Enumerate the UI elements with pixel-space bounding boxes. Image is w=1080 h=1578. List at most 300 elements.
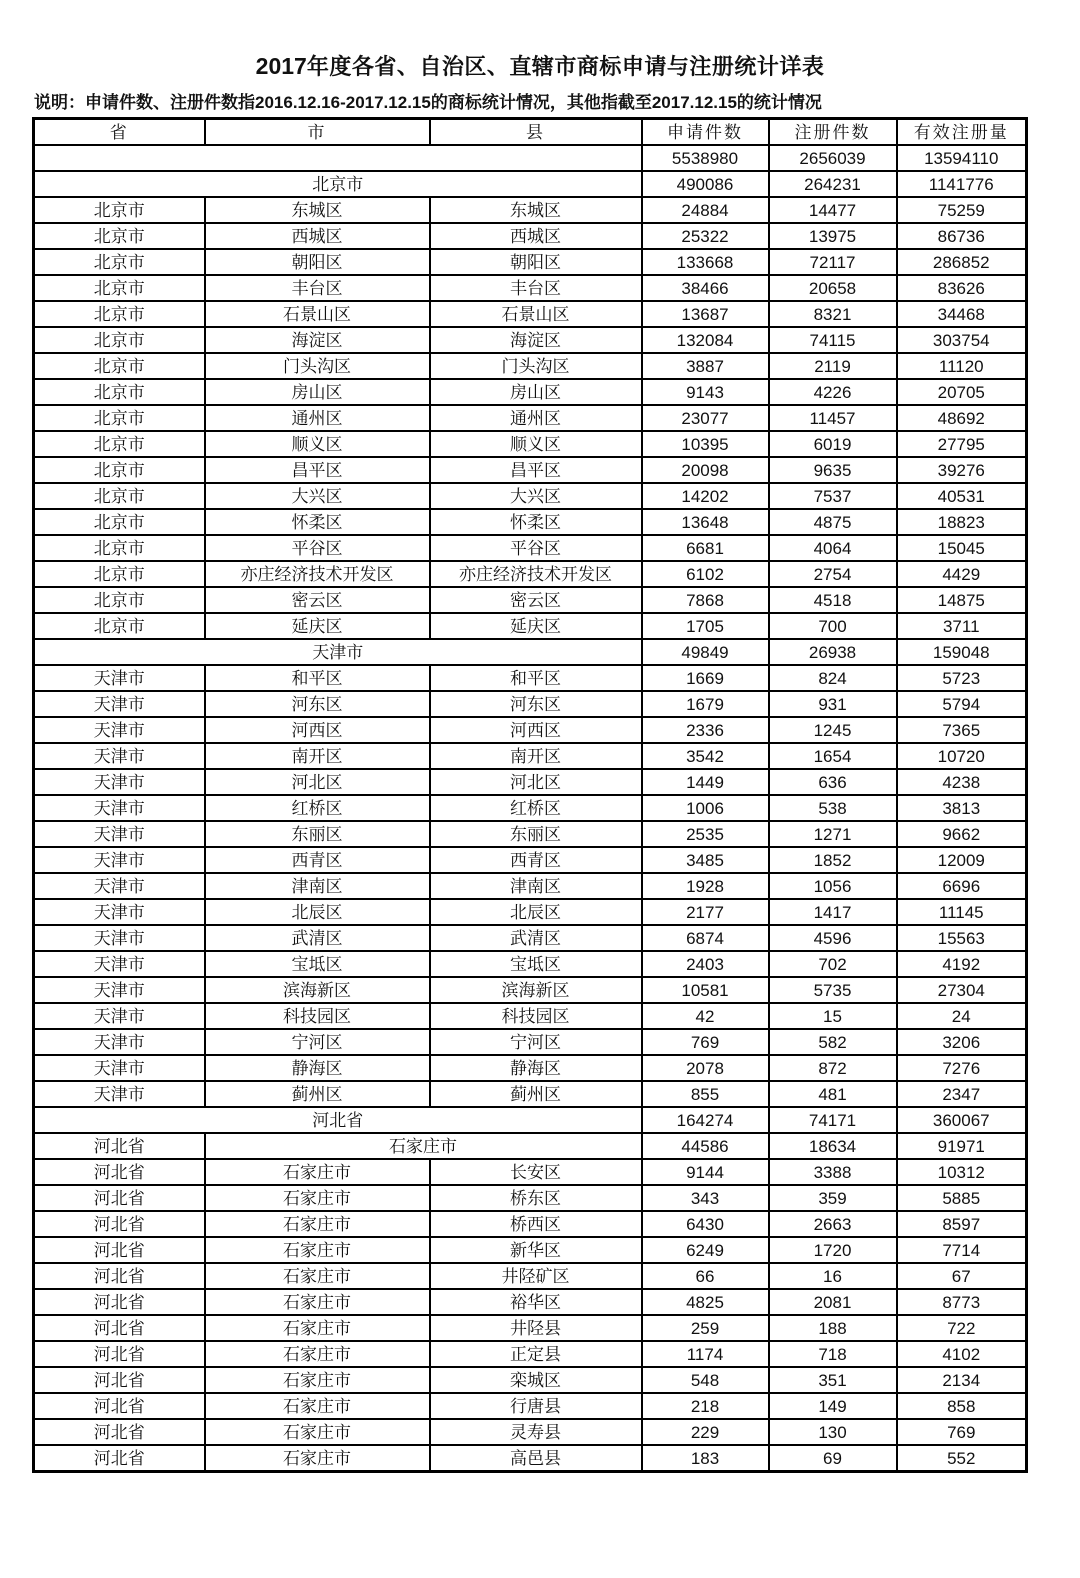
cell-registrations: 13975 — [769, 223, 897, 249]
cell-county: 顺义区 — [430, 431, 642, 457]
cell-province: 天津市 — [34, 1055, 205, 1081]
cell-registrations: 824 — [769, 665, 897, 691]
table-row-detail — [34, 301, 1027, 327]
cell-valid-registrations: 7365 — [897, 717, 1027, 743]
cell-city: 红桥区 — [205, 795, 430, 821]
table-row-detail — [34, 1081, 1027, 1107]
cell-registrations: 8321 — [769, 301, 897, 327]
cell-valid-registrations: 11120 — [897, 353, 1027, 379]
cell-applications: 24884 — [642, 197, 769, 223]
cell-applications: 1449 — [642, 769, 769, 795]
cell-valid-registrations: 2347 — [897, 1081, 1027, 1107]
cell-valid-registrations: 34468 — [897, 301, 1027, 327]
table-row-detail — [34, 717, 1027, 743]
cell-county: 蓟州区 — [430, 1081, 642, 1107]
cell-valid-registrations: 39276 — [897, 457, 1027, 483]
cell-registrations: 1056 — [769, 873, 897, 899]
cell-county: 和平区 — [430, 665, 642, 691]
cell-applications: 9144 — [642, 1159, 769, 1185]
cell-valid-registrations: 10312 — [897, 1159, 1027, 1185]
table-row-detail — [34, 1211, 1027, 1237]
cell-valid-registrations: 7714 — [897, 1237, 1027, 1263]
cell-province: 天津市 — [34, 925, 205, 951]
cell-county: 裕华区 — [430, 1289, 642, 1315]
cell-applications: 1679 — [642, 691, 769, 717]
cell-valid-registrations: 2134 — [897, 1367, 1027, 1393]
cell-county: 石景山区 — [430, 301, 642, 327]
cell-city: 房山区 — [205, 379, 430, 405]
cell-city: 平谷区 — [205, 535, 430, 561]
table-body — [34, 145, 1027, 1472]
cell-applications: 2177 — [642, 899, 769, 925]
table-row-detail — [34, 1055, 1027, 1081]
cell-province: 河北省 — [34, 1185, 205, 1211]
cell-county: 栾城区 — [430, 1367, 642, 1393]
stats-table — [32, 117, 1028, 1473]
cell-registrations: 582 — [769, 1029, 897, 1055]
cell-county: 朝阳区 — [430, 249, 642, 275]
cell-county: 正定县 — [430, 1341, 642, 1367]
cell-valid-registrations: 67 — [897, 1263, 1027, 1289]
cell-applications: 343 — [642, 1185, 769, 1211]
cell-valid-registrations: 552 — [897, 1445, 1027, 1472]
cell-county: 西青区 — [430, 847, 642, 873]
cell-valid-registrations: 12009 — [897, 847, 1027, 873]
cell-valid-registrations: 40531 — [897, 483, 1027, 509]
cell-registrations: 14477 — [769, 197, 897, 223]
cell-city: 津南区 — [205, 873, 430, 899]
cell-province-summary: 河北省 — [34, 1107, 642, 1133]
cell-county: 大兴区 — [430, 483, 642, 509]
cell-city: 石景山区 — [205, 301, 430, 327]
cell-registrations: 69 — [769, 1445, 897, 1472]
cell-province: 北京市 — [34, 535, 205, 561]
cell-county: 井陉矿区 — [430, 1263, 642, 1289]
cell-registrations: 5735 — [769, 977, 897, 1003]
cell-province: 天津市 — [34, 665, 205, 691]
cell-registrations: 264231 — [769, 171, 897, 197]
table-row-detail — [34, 275, 1027, 301]
cell-applications: 218 — [642, 1393, 769, 1419]
cell-province: 天津市 — [34, 1081, 205, 1107]
cell-applications: 164274 — [642, 1107, 769, 1133]
cell-city-summary: 石家庄市 — [205, 1133, 642, 1159]
cell-county: 河西区 — [430, 717, 642, 743]
cell-province: 天津市 — [34, 821, 205, 847]
table-row-detail — [34, 561, 1027, 587]
cell-registrations: 15 — [769, 1003, 897, 1029]
table-row-detail — [34, 899, 1027, 925]
table-row-detail — [34, 509, 1027, 535]
cell-county: 河东区 — [430, 691, 642, 717]
cell-applications: 44586 — [642, 1133, 769, 1159]
cell-applications: 13687 — [642, 301, 769, 327]
table-row-province — [34, 639, 1027, 665]
cell-city: 宁河区 — [205, 1029, 430, 1055]
cell-valid-registrations: 5885 — [897, 1185, 1027, 1211]
table-row-detail — [34, 587, 1027, 613]
table-row-detail — [34, 353, 1027, 379]
table-row-province — [34, 1107, 1027, 1133]
cell-city: 河东区 — [205, 691, 430, 717]
cell-city: 石家庄市 — [205, 1185, 430, 1211]
cell-province: 北京市 — [34, 561, 205, 587]
cell-valid-registrations: 5723 — [897, 665, 1027, 691]
cell-applications: 13648 — [642, 509, 769, 535]
cell-province: 天津市 — [34, 847, 205, 873]
cell-county: 昌平区 — [430, 457, 642, 483]
cell-city: 河北区 — [205, 769, 430, 795]
table-row-detail — [34, 951, 1027, 977]
cell-province: 河北省 — [34, 1419, 205, 1445]
cell-county: 海淀区 — [430, 327, 642, 353]
cell-applications: 38466 — [642, 275, 769, 301]
cell-valid-registrations: 1141776 — [897, 171, 1027, 197]
cell-county: 红桥区 — [430, 795, 642, 821]
cell-valid-registrations: 769 — [897, 1419, 1027, 1445]
cell-applications: 1174 — [642, 1341, 769, 1367]
cell-registrations: 16 — [769, 1263, 897, 1289]
cell-applications: 6681 — [642, 535, 769, 561]
table-row-detail — [34, 1315, 1027, 1341]
cell-province: 北京市 — [34, 223, 205, 249]
cell-county: 井陉县 — [430, 1315, 642, 1341]
cell-registrations: 931 — [769, 691, 897, 717]
cell-province: 河北省 — [34, 1315, 205, 1341]
cell-province: 北京市 — [34, 275, 205, 301]
cell-registrations: 130 — [769, 1419, 897, 1445]
cell-county: 北辰区 — [430, 899, 642, 925]
cell-city: 蓟州区 — [205, 1081, 430, 1107]
cell-registrations: 481 — [769, 1081, 897, 1107]
cell-valid-registrations: 286852 — [897, 249, 1027, 275]
table-row-detail — [34, 405, 1027, 431]
cell-registrations: 4875 — [769, 509, 897, 535]
table-row-detail — [34, 483, 1027, 509]
cell-county: 通州区 — [430, 405, 642, 431]
cell-city: 石家庄市 — [205, 1393, 430, 1419]
cell-province: 北京市 — [34, 379, 205, 405]
cell-valid-registrations: 15045 — [897, 535, 1027, 561]
cell-merged-blank — [34, 145, 642, 171]
cell-applications: 3485 — [642, 847, 769, 873]
cell-county: 东丽区 — [430, 821, 642, 847]
header-county: 县 — [430, 119, 642, 146]
table-row-detail — [34, 925, 1027, 951]
cell-registrations: 11457 — [769, 405, 897, 431]
cell-valid-registrations: 18823 — [897, 509, 1027, 535]
cell-province: 天津市 — [34, 769, 205, 795]
table-row-detail — [34, 821, 1027, 847]
cell-applications: 855 — [642, 1081, 769, 1107]
cell-province: 河北省 — [34, 1237, 205, 1263]
cell-city: 亦庄经济技术开发区 — [205, 561, 430, 587]
cell-city: 武清区 — [205, 925, 430, 951]
cell-registrations: 4596 — [769, 925, 897, 951]
cell-province: 北京市 — [34, 405, 205, 431]
cell-registrations: 4518 — [769, 587, 897, 613]
table-row-detail — [34, 769, 1027, 795]
cell-province-summary: 天津市 — [34, 639, 642, 665]
cell-valid-registrations: 15563 — [897, 925, 1027, 951]
cell-registrations: 4064 — [769, 535, 897, 561]
cell-applications: 3887 — [642, 353, 769, 379]
cell-county: 西城区 — [430, 223, 642, 249]
cell-valid-registrations: 83626 — [897, 275, 1027, 301]
cell-valid-registrations: 722 — [897, 1315, 1027, 1341]
cell-province: 北京市 — [34, 431, 205, 457]
cell-applications: 1928 — [642, 873, 769, 899]
cell-registrations: 6019 — [769, 431, 897, 457]
cell-province: 河北省 — [34, 1263, 205, 1289]
cell-county: 房山区 — [430, 379, 642, 405]
table-row-detail — [34, 1263, 1027, 1289]
cell-valid-registrations: 4429 — [897, 561, 1027, 587]
cell-registrations: 74115 — [769, 327, 897, 353]
cell-registrations: 1654 — [769, 743, 897, 769]
cell-registrations: 2656039 — [769, 145, 897, 171]
table-row-detail — [34, 223, 1027, 249]
cell-province: 天津市 — [34, 743, 205, 769]
cell-city: 石家庄市 — [205, 1159, 430, 1185]
cell-province: 北京市 — [34, 353, 205, 379]
cell-county: 武清区 — [430, 925, 642, 951]
cell-valid-registrations: 11145 — [897, 899, 1027, 925]
cell-valid-registrations: 159048 — [897, 639, 1027, 665]
cell-applications: 20098 — [642, 457, 769, 483]
cell-applications: 6102 — [642, 561, 769, 587]
table-row-detail — [34, 613, 1027, 639]
cell-applications: 2336 — [642, 717, 769, 743]
cell-applications: 769 — [642, 1029, 769, 1055]
cell-city: 北辰区 — [205, 899, 430, 925]
table-row-detail — [34, 1419, 1027, 1445]
cell-city: 石家庄市 — [205, 1419, 430, 1445]
cell-county: 密云区 — [430, 587, 642, 613]
cell-county: 宝坻区 — [430, 951, 642, 977]
cell-registrations: 359 — [769, 1185, 897, 1211]
cell-county: 新华区 — [430, 1237, 642, 1263]
cell-valid-registrations: 303754 — [897, 327, 1027, 353]
cell-applications: 5538980 — [642, 145, 769, 171]
cell-city: 朝阳区 — [205, 249, 430, 275]
cell-registrations: 74171 — [769, 1107, 897, 1133]
cell-applications: 548 — [642, 1367, 769, 1393]
table-row-province — [34, 171, 1027, 197]
cell-province: 北京市 — [34, 249, 205, 275]
cell-province: 北京市 — [34, 613, 205, 639]
table-row-detail — [34, 197, 1027, 223]
cell-province: 天津市 — [34, 977, 205, 1003]
cell-province: 天津市 — [34, 951, 205, 977]
cell-applications: 133668 — [642, 249, 769, 275]
header-city: 市 — [205, 119, 430, 146]
cell-city: 石家庄市 — [205, 1315, 430, 1341]
cell-valid-registrations: 24 — [897, 1003, 1027, 1029]
cell-province-summary: 北京市 — [34, 171, 642, 197]
cell-registrations: 2119 — [769, 353, 897, 379]
cell-province: 天津市 — [34, 691, 205, 717]
cell-city: 西城区 — [205, 223, 430, 249]
cell-registrations: 2081 — [769, 1289, 897, 1315]
cell-applications: 6249 — [642, 1237, 769, 1263]
cell-province: 河北省 — [34, 1341, 205, 1367]
cell-valid-registrations: 6696 — [897, 873, 1027, 899]
cell-city: 河西区 — [205, 717, 430, 743]
cell-county: 行唐县 — [430, 1393, 642, 1419]
cell-county: 亦庄经济技术开发区 — [430, 561, 642, 587]
cell-county: 长安区 — [430, 1159, 642, 1185]
cell-registrations: 7537 — [769, 483, 897, 509]
cell-province: 河北省 — [34, 1393, 205, 1419]
cell-valid-registrations: 10720 — [897, 743, 1027, 769]
cell-city: 西青区 — [205, 847, 430, 873]
table-row-detail — [34, 795, 1027, 821]
page-title-text: 年度各省、自治区、直辖市商标申请与注册统计详表 — [306, 54, 825, 79]
cell-registrations: 1271 — [769, 821, 897, 847]
cell-registrations: 2663 — [769, 1211, 897, 1237]
cell-province: 北京市 — [34, 327, 205, 353]
header-registrations: 注册件数 — [769, 119, 897, 146]
cell-applications: 23077 — [642, 405, 769, 431]
table-row-detail — [34, 1393, 1027, 1419]
table-row-detail — [34, 457, 1027, 483]
cell-city: 宝坻区 — [205, 951, 430, 977]
cell-county: 桥西区 — [430, 1211, 642, 1237]
cell-valid-registrations: 858 — [897, 1393, 1027, 1419]
cell-applications: 7868 — [642, 587, 769, 613]
table-row-grand — [34, 145, 1027, 171]
cell-valid-registrations: 14875 — [897, 587, 1027, 613]
cell-applications: 66 — [642, 1263, 769, 1289]
cell-city: 南开区 — [205, 743, 430, 769]
cell-city: 密云区 — [205, 587, 430, 613]
cell-applications: 229 — [642, 1419, 769, 1445]
cell-city: 石家庄市 — [205, 1237, 430, 1263]
cell-county: 滨海新区 — [430, 977, 642, 1003]
page-title-year: 2017 — [255, 53, 307, 79]
cell-valid-registrations: 91971 — [897, 1133, 1027, 1159]
table-row-detail — [34, 1185, 1027, 1211]
cell-county: 桥东区 — [430, 1185, 642, 1211]
cell-applications: 10395 — [642, 431, 769, 457]
cell-province: 河北省 — [34, 1367, 205, 1393]
table-row-detail — [34, 535, 1027, 561]
cell-valid-registrations: 8773 — [897, 1289, 1027, 1315]
cell-city: 石家庄市 — [205, 1341, 430, 1367]
cell-county: 宁河区 — [430, 1029, 642, 1055]
cell-province: 北京市 — [34, 587, 205, 613]
cell-applications: 1705 — [642, 613, 769, 639]
table-row-detail — [34, 1445, 1027, 1472]
cell-county: 河北区 — [430, 769, 642, 795]
cell-registrations: 872 — [769, 1055, 897, 1081]
cell-applications: 14202 — [642, 483, 769, 509]
header-valid-registrations: 有效注册量 — [897, 119, 1027, 146]
cell-valid-registrations: 4192 — [897, 951, 1027, 977]
cell-applications: 2403 — [642, 951, 769, 977]
cell-county: 静海区 — [430, 1055, 642, 1081]
table-row-detail — [34, 1029, 1027, 1055]
cell-applications: 6874 — [642, 925, 769, 951]
cell-registrations: 718 — [769, 1341, 897, 1367]
cell-province: 天津市 — [34, 1003, 205, 1029]
table-row-detail — [34, 249, 1027, 275]
cell-city: 丰台区 — [205, 275, 430, 301]
cell-valid-registrations: 3813 — [897, 795, 1027, 821]
cell-valid-registrations: 3711 — [897, 613, 1027, 639]
table-row-detail — [34, 1367, 1027, 1393]
table-row-detail — [34, 1003, 1027, 1029]
cell-applications: 25322 — [642, 223, 769, 249]
cell-applications: 4825 — [642, 1289, 769, 1315]
cell-city: 科技园区 — [205, 1003, 430, 1029]
cell-registrations: 702 — [769, 951, 897, 977]
cell-registrations: 351 — [769, 1367, 897, 1393]
cell-province: 河北省 — [34, 1159, 205, 1185]
cell-province: 河北省 — [34, 1133, 205, 1159]
header-row — [34, 119, 1027, 146]
cell-county: 延庆区 — [430, 613, 642, 639]
table-row-detail — [34, 691, 1027, 717]
cell-registrations: 1417 — [769, 899, 897, 925]
cell-valid-registrations: 8597 — [897, 1211, 1027, 1237]
cell-valid-registrations: 7276 — [897, 1055, 1027, 1081]
cell-city: 昌平区 — [205, 457, 430, 483]
cell-province: 天津市 — [34, 1029, 205, 1055]
cell-city: 滨海新区 — [205, 977, 430, 1003]
cell-city: 怀柔区 — [205, 509, 430, 535]
cell-province: 北京市 — [34, 509, 205, 535]
cell-registrations: 700 — [769, 613, 897, 639]
cell-registrations: 2754 — [769, 561, 897, 587]
table-row-detail — [34, 977, 1027, 1003]
cell-province: 北京市 — [34, 301, 205, 327]
cell-registrations: 149 — [769, 1393, 897, 1419]
cell-registrations: 1852 — [769, 847, 897, 873]
table-row-detail — [34, 327, 1027, 353]
table-row-detail — [34, 1289, 1027, 1315]
cell-city: 和平区 — [205, 665, 430, 691]
cell-county: 怀柔区 — [430, 509, 642, 535]
table-row-detail — [34, 1341, 1027, 1367]
cell-province: 北京市 — [34, 197, 205, 223]
cell-province: 天津市 — [34, 795, 205, 821]
cell-county: 丰台区 — [430, 275, 642, 301]
cell-province: 天津市 — [34, 873, 205, 899]
cell-valid-registrations: 4238 — [897, 769, 1027, 795]
cell-city: 石家庄市 — [205, 1289, 430, 1315]
cell-county: 灵寿县 — [430, 1419, 642, 1445]
cell-city: 通州区 — [205, 405, 430, 431]
cell-registrations: 188 — [769, 1315, 897, 1341]
table-row-detail — [34, 1237, 1027, 1263]
cell-county: 平谷区 — [430, 535, 642, 561]
cell-province: 河北省 — [34, 1445, 205, 1472]
cell-registrations: 9635 — [769, 457, 897, 483]
cell-applications: 10581 — [642, 977, 769, 1003]
cell-city: 延庆区 — [205, 613, 430, 639]
cell-registrations: 1720 — [769, 1237, 897, 1263]
cell-city: 静海区 — [205, 1055, 430, 1081]
cell-county: 东城区 — [430, 197, 642, 223]
cell-valid-registrations: 27795 — [897, 431, 1027, 457]
cell-valid-registrations: 9662 — [897, 821, 1027, 847]
table-row-detail — [34, 1159, 1027, 1185]
cell-city: 石家庄市 — [205, 1445, 430, 1472]
cell-applications: 1669 — [642, 665, 769, 691]
cell-valid-registrations: 13594110 — [897, 145, 1027, 171]
